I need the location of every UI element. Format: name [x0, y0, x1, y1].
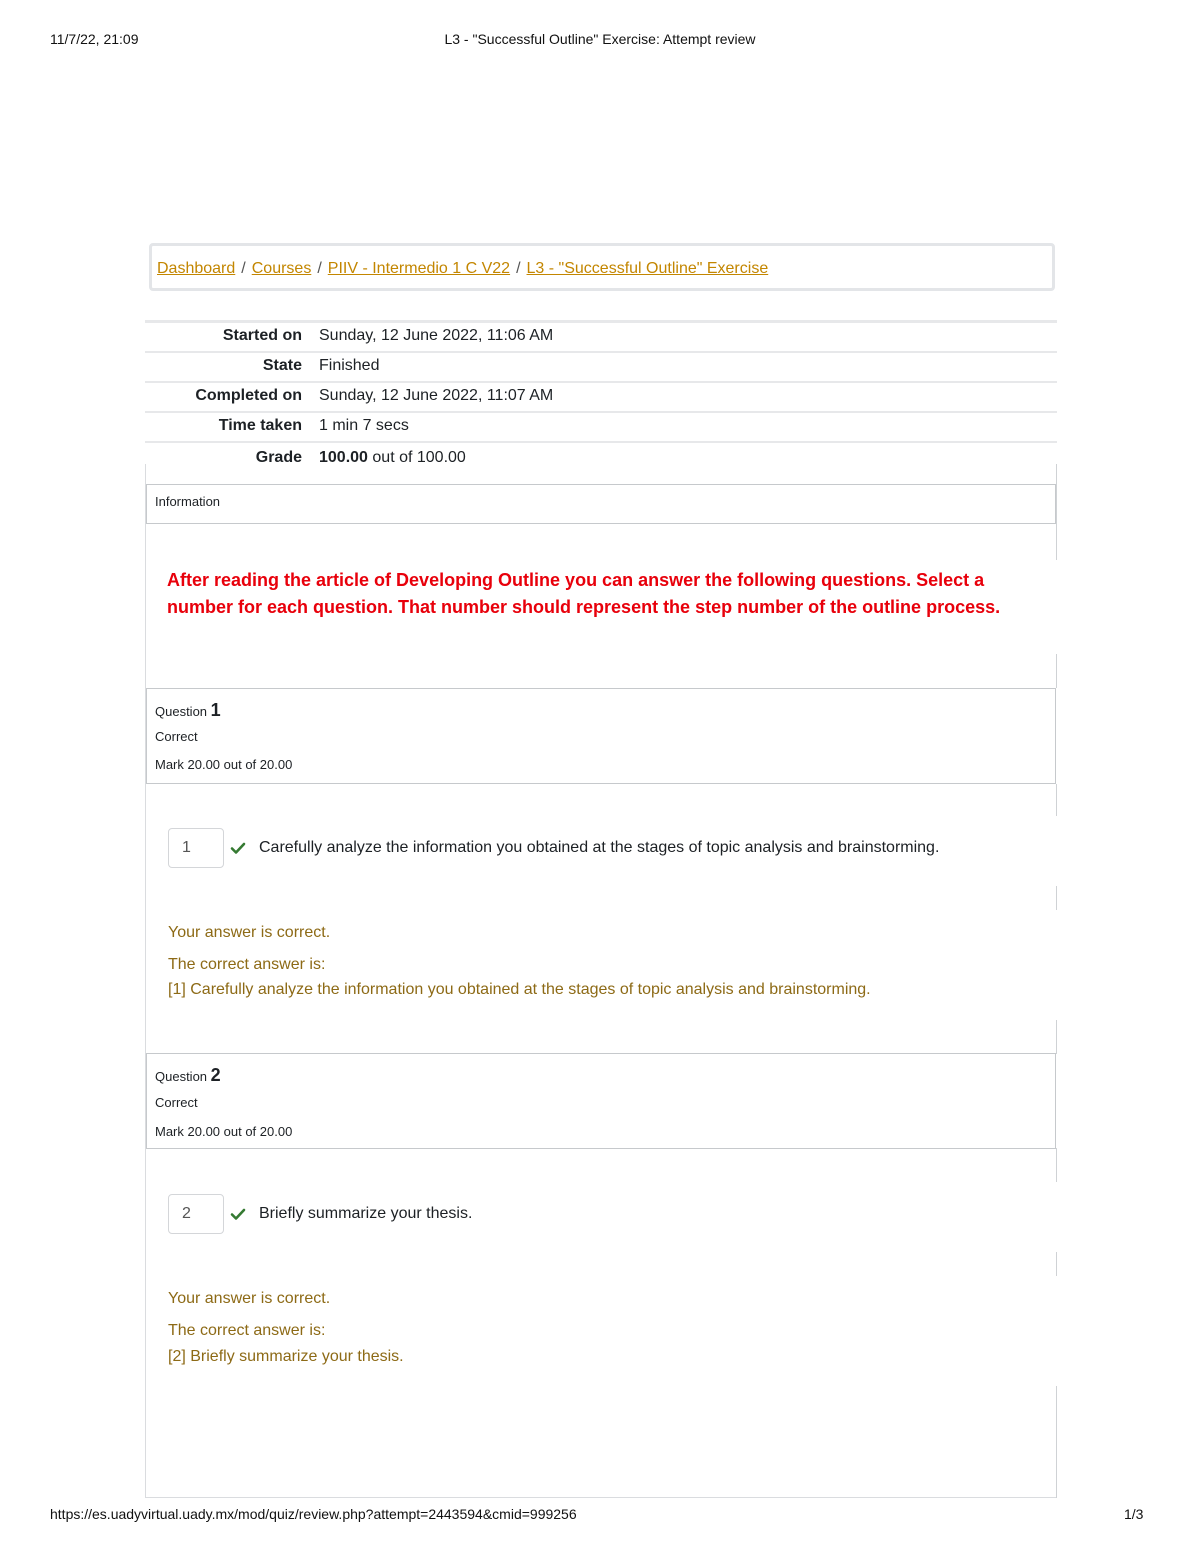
question-num: 2 — [210, 1065, 221, 1085]
print-url: https://es.uadyvirtual.uady.mx/mod/quiz/review.php?attempt=2443594&cmid=999256 — [50, 1506, 577, 1522]
breadcrumb-course-link[interactable]: PIIV - Intermedio 1 C V22 — [327, 260, 511, 277]
breadcrumb-separator: / — [241, 260, 246, 277]
question-num: 1 — [210, 700, 221, 720]
summary-row-time-taken — [145, 413, 1057, 443]
grade-value — [319, 443, 466, 473]
information-label: Information — [155, 494, 221, 509]
content-frame-bottom — [145, 1497, 1057, 1498]
breadcrumb-quiz-link[interactable]: L3 - "Successful Outline" Exercise — [526, 260, 769, 277]
question-status: Correct — [155, 729, 198, 744]
frame-right-segment — [1056, 1386, 1057, 1498]
answer-select[interactable]: 2 — [168, 1194, 224, 1234]
summary-row-state — [145, 353, 1057, 383]
frame-right-segment — [1056, 784, 1057, 816]
check-icon — [230, 1206, 246, 1222]
correct-answer: [1] Carefully analyze the information you obtained at the stages of topic analysis and brainstorming. — [168, 981, 871, 998]
breadcrumb-dashboard-link[interactable]: Dashboard — [157, 260, 236, 277]
grade-out-of: out of 100.00 — [372, 449, 466, 466]
breadcrumb-separator: / — [317, 260, 322, 277]
content-frame-left — [145, 464, 146, 1498]
question-status: Correct — [155, 1095, 198, 1110]
summary-value: Finished — [319, 357, 380, 374]
information-text: After reading the article of Developing Outline you can answer the following questions. Select a number for each question. That number should represent the step number of the outline process. — [167, 570, 1001, 617]
question-mark: Mark 20.00 out of 20.00 — [155, 1124, 293, 1139]
summary-value: 1 min 7 secs — [319, 417, 409, 434]
feedback-correct: Your answer is correct. — [168, 1290, 331, 1307]
summary-row-completed — [145, 383, 1057, 413]
question-number — [155, 1065, 221, 1086]
print-title: L3 - "Successful Outline" Exercise: Attempt review — [444, 31, 756, 47]
frame-right-segment — [1056, 464, 1057, 560]
question-text: Briefly summarize your thesis. — [259, 1205, 473, 1222]
breadcrumb-separator: / — [516, 260, 521, 277]
frame-right-segment — [1056, 886, 1057, 910]
correct-answer: [2] Briefly summarize your thesis. — [168, 1348, 404, 1365]
summary-label: Started on — [222, 327, 302, 344]
question-text: Carefully analyze the information you obtained at the stages of topic analysis and brainstorming. — [259, 839, 940, 856]
question-mark: Mark 20.00 out of 20.00 — [155, 757, 293, 772]
question-1-info — [146, 688, 1056, 784]
answer-select[interactable]: 1 — [168, 828, 224, 868]
summary-label: Completed on — [195, 387, 302, 404]
print-datetime: 11/7/22, 21:09 — [50, 31, 139, 47]
frame-right-segment — [1056, 1148, 1057, 1182]
information-header — [146, 484, 1056, 524]
summary-row-started — [145, 323, 1057, 353]
correct-answer-label: The correct answer is: — [168, 1322, 326, 1339]
summary-value: Sunday, 12 June 2022, 11:06 AM — [319, 327, 554, 344]
question-prefix: Question — [155, 1069, 208, 1084]
frame-right-segment — [1056, 1020, 1057, 1054]
frame-right-segment — [1056, 654, 1057, 688]
summary-value: Sunday, 12 June 2022, 11:07 AM — [319, 387, 554, 404]
feedback-correct: Your answer is correct. — [168, 924, 331, 941]
question-number — [155, 700, 221, 721]
print-page-number: 1/3 — [1124, 1506, 1144, 1522]
summary-label: State — [262, 357, 302, 374]
correct-answer-label: The correct answer is: — [168, 956, 326, 973]
summary-row-grade — [145, 443, 1057, 473]
breadcrumb-courses-link[interactable]: Courses — [251, 260, 312, 277]
summary-label: Grade — [255, 449, 302, 466]
question-prefix: Question — [155, 704, 208, 719]
check-icon — [230, 840, 246, 856]
question-2-info — [146, 1053, 1056, 1149]
grade-score: 100.00 — [319, 449, 368, 466]
frame-right-segment — [1056, 1252, 1057, 1276]
attempt-summary-table — [145, 320, 1057, 473]
summary-label: Time taken — [218, 417, 302, 434]
breadcrumb — [149, 243, 1055, 291]
